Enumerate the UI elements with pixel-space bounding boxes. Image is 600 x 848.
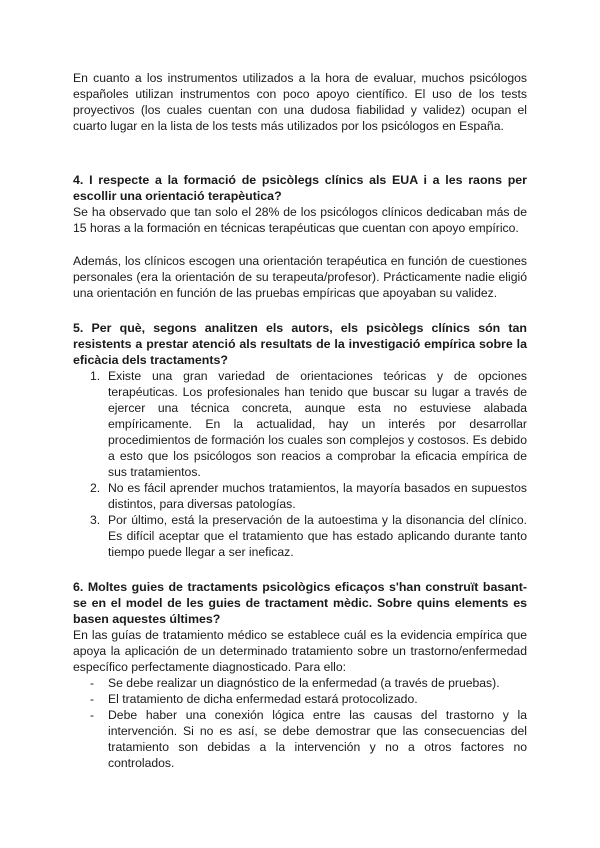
- list-item-text: Existe una gran variedad de orientaciones teóricas y de opciones terapéuticas. Los profesionales han tenido que buscar su lugar a través de ejercer una técnica concreta, aunque esta no estuviese alabada empíricamente. En la actualidad, hay un interés por desarrollar procedimientos de formación los cuales son complejos y costosos. Es debido a esto que los psicólogos son reacios a comprobar la eficacia empírica de sus tratamientos.: [108, 369, 527, 479]
- spacer: [73, 236, 527, 253]
- spacer: [73, 560, 527, 579]
- section-6-list: [73, 675, 527, 771]
- spacer: [73, 134, 527, 172]
- list-item: [73, 368, 527, 480]
- list-marker: -: [90, 676, 95, 690]
- list-marker: 2.: [90, 481, 101, 495]
- section-5-list: [73, 368, 527, 560]
- list-item-text: Debe haber una conexión lógica entre las causas del trastorno y la intervención. Si no es así, se debe demostrar que las consecuencias del tratamiento son debidas a la intervención y no a otros factores no controlados.: [108, 708, 527, 770]
- list-item: [73, 512, 527, 560]
- list-item-text: Se debe realizar un diagnóstico de la enfermedad (a través de pruebas).: [108, 676, 500, 690]
- list-marker: 3.: [90, 513, 101, 527]
- list-item: [73, 691, 527, 707]
- list-item: [73, 675, 527, 691]
- list-marker: 1.: [90, 369, 101, 383]
- section-4-paragraph-2: Además, los clínicos escogen una orientación terapéutica en función de cuestiones personales (era la orientación de su terapeuta/profesor). Prácticamente nadie eligió una orientación en función de las pruebas empíricas que apoyaban su validez.: [73, 254, 527, 300]
- section-4-heading: 4. I respecte a la formació de psicòlegs clínics als EUA i a les raons per escollir una orientació terapèutica?: [73, 173, 527, 203]
- list-marker: -: [90, 708, 95, 722]
- section-4-paragraph-1: Se ha observado que tan solo el 28% de los psicólogos clínicos dedicaban más de 15 horas a la formación en técnicas terapéuticas que cuentan con apoyo empírico.: [73, 205, 527, 235]
- list-item-text: El tratamiento de dicha enfermedad estará protocolizado.: [108, 692, 418, 706]
- section-5-heading: 5. Per què, segons analitzen els autors, els psicòlegs clínics són tan resistents a prestar atenció als resultats de la investigació empírica sobre la eficàcia dels tractaments?: [73, 321, 527, 367]
- section-6-heading: 6. Moltes guies de tractaments psicològics eficaços s'han construït basant-se en el model de les guies de tractament mèdic. Sobre quins elements es basen aquestes últimes?: [73, 580, 527, 626]
- intro-paragraph: En cuanto a los instrumentos utilizados a la hora de evaluar, muchos psicólogos españoles utilizan instrumentos con poco apoyo científico. El uso de los tests proyectivos (los cuales cuentan con una dudosa fiabilidad y validez) ocupan el cuarto lugar en la lista de los tests más utilizados por los psicólogos en España.: [73, 71, 527, 133]
- spacer: [73, 301, 527, 320]
- list-item-text: No es fácil aprender muchos tratamientos, la mayoría basados en supuestos distintos, para diversas patologías.: [108, 481, 527, 511]
- list-item: [73, 480, 527, 512]
- document-body: [73, 70, 527, 771]
- section-6-paragraph: En las guías de tratamiento médico se establece cuál es la evidencia empírica que apoya la aplicación de un determinado tratamiento sobre un trastorno/enfermedad específico perfectamente diagnosticado. Para ello:: [73, 628, 527, 674]
- list-item-text: Por último, está la preservación de la autoestima y la disonancia del clínico. Es difícil aceptar que el tratamiento que has estado aplicando durante tanto tiempo puede llegar a ser ineficaz.: [108, 513, 527, 559]
- list-item: [73, 707, 527, 771]
- list-marker: -: [90, 692, 95, 706]
